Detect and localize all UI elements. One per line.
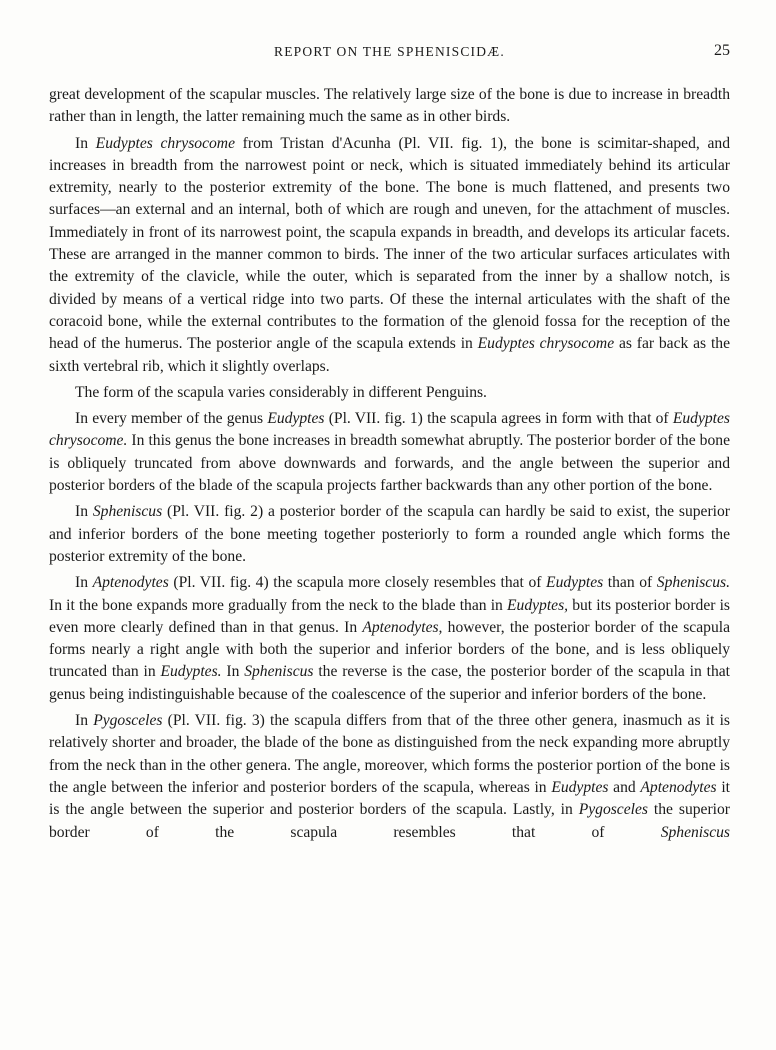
text-run: In	[75, 503, 93, 521]
paragraph	[49, 84, 730, 129]
text-run: (Pl. VII. fig. 3) the scapula differs from that of the three other genera, inasmuch as it is relatively shorter and broader, the blade of the bone as distinguished from the neck expanding more abruptly from the neck than in the other genera. The angle, moreover, which forms the posterior portion of the bone is the angle between the inferior and posterior borders of the scapula, whereas in	[49, 712, 730, 796]
italic-run: Eudyptes,	[507, 596, 569, 614]
italic-run: Eudyptes.	[160, 663, 222, 681]
italic-run: Aptenodytes,	[362, 618, 443, 636]
text-run: The form of the scapula varies considerably in different Penguins.	[75, 383, 487, 401]
italic-run: Eudyptes chrysocome	[95, 134, 235, 152]
paragraph	[49, 710, 730, 844]
italic-run: Spheniscus.	[656, 574, 730, 592]
page-number: 25	[714, 42, 730, 59]
paragraph	[49, 133, 730, 378]
italic-run: Eudyptes	[267, 410, 325, 428]
text-run: great development of the scapular muscles. The relatively large size of the bone is due to increase in breadth rather than in length, the latter remaining much the same as in other birds.	[49, 86, 730, 126]
text-run: but its posterior border is even more clearly defined than in that genus. In	[49, 596, 730, 636]
text-run: In	[75, 574, 93, 592]
text-run: from Tristan d'Acunha (Pl. VII. fig. 1), the bone is scimitar-shaped, and increases in breadth from the narrowest point or neck, which is situated immediately behind its articular extremity, nearly to the posterior extremity of the bone. The bone is much flattened, and presents two surfaces—an external and an internal, both of which are rough and uneven, for the attachment of muscles. Immediately in front of its narrowest point, the scapula expands in breadth, and develops its articular facets. These are arranged in the manner common to birds. The inner of the two articular surfaces articulates with the extremity of the clavicle, while the outer, which is separated from the inner by a shallow notch, is divided by means of a vertical ridge into two parts. Of these the internal articulates with the shaft of the coracoid bone, while the external contributes to the formation of the glenoid fossa for the reception of the head of the humerus. The posterior angle of the scapula extends in	[49, 134, 730, 353]
italic-run: Spheniscus	[660, 823, 730, 841]
paragraph	[49, 408, 730, 497]
italic-run: Eudyptes	[551, 778, 609, 796]
text-run: (Pl. VII. fig. 2) a posterior border of the scapula can hardly be said to exist, the superior and inferior borders of the bone meeting together posteriorly to form a rounded angle which forms the posterior extremity of the bone.	[49, 503, 730, 565]
text-run: In every member of the genus	[75, 410, 268, 428]
running-title: REPORT ON THE SPHENISCIDÆ.	[274, 44, 505, 59]
text-run: In it the bone expands more gradually from the neck to the blade than in	[49, 596, 507, 614]
italic-run: Spheniscus	[244, 663, 314, 681]
paragraph	[49, 501, 730, 568]
italic-run: Spheniscus	[92, 503, 163, 521]
italic-run: Eudyptes chrysocome.	[49, 410, 730, 450]
text-run: as far back as the sixth vertebral rib, which it slightly overlaps.	[49, 335, 730, 375]
italic-run: Eudyptes	[546, 574, 604, 592]
paragraph	[49, 572, 730, 706]
text-run: than of	[603, 574, 657, 592]
paragraph	[49, 382, 730, 404]
text-run: In	[221, 663, 245, 681]
text-run: and	[608, 778, 641, 796]
italic-run: Pygosceles	[578, 801, 648, 819]
text-run: it is the angle between the superior and posterior borders of the scapula. Lastly, in	[49, 778, 730, 819]
body-text	[49, 84, 730, 848]
italic-run: Eudyptes chrysocome	[477, 335, 615, 353]
text-run: In this genus the bone increases in breadth somewhat abruptly. The posterior border of the bone is obliquely truncated from above downwards and forwards, and the angle between the superior and posterior borders of the blade of the scapula projects farther backwards than any other portion of the bone.	[49, 432, 730, 495]
text-run: the reverse is the case, the posterior border of the scapula in that genus being indistinguishable because of the coalescence of the superior and inferior borders of the bone.	[49, 663, 731, 703]
text-run: the superior border of the scapula resembles that of	[49, 801, 730, 841]
italic-run: Aptenodytes	[640, 778, 717, 796]
text-run: (Pl. VII. fig. 4) the scapula more closely resembles that of	[168, 574, 547, 592]
running-head	[49, 44, 730, 66]
text-run: (Pl. VII. fig. 1) the scapula agrees in form with that of	[324, 410, 673, 428]
text-run: In	[75, 712, 94, 730]
italic-run: Pygosceles	[93, 712, 163, 730]
italic-run: Aptenodytes	[92, 574, 169, 592]
text-run: In	[75, 134, 96, 152]
text-run: however, the posterior border of the scapula forms nearly a right angle with both the superior and inferior borders of the bone, and is less obliquely truncated than in	[49, 618, 730, 681]
